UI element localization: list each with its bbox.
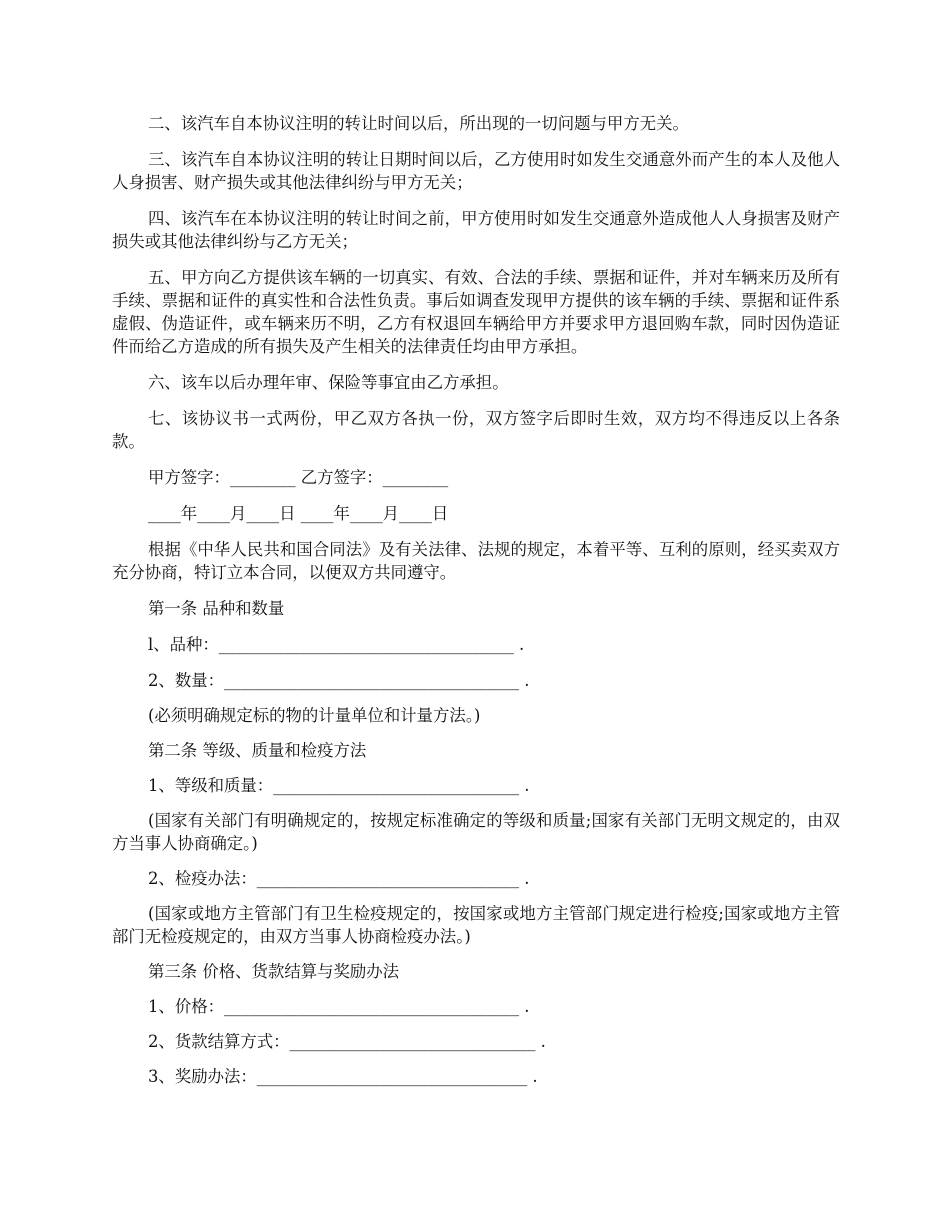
article-3-heading: 第三条 价格、货款结算与奖励办法 (148, 962, 400, 981)
date-line: ____年____月____日 ____年____月____日 (148, 504, 449, 523)
article-2-note-1: (国家有关部门有明确规定的，按规定标准确定的等级和质量;国家有关部门无明文规定的，由双方当事人协商确定。) (112, 811, 840, 853)
article-3-item-1: 1、价格：____________________________________ . (148, 997, 530, 1016)
clause-3: 三、该汽车自本协议注明的转让日期时间以后，乙方使用时如发生交通意外而产生的本人及他人人身损害、财产损失或其他法律纠纷与甲方无关； (112, 150, 840, 192)
clause-6: 六、该车以后办理年审、保险等事宜由乙方承担。 (148, 373, 509, 392)
article-1-heading: 第一条 品种和数量 (148, 599, 285, 618)
contract-preamble: 根据《中华人民共和国合同法》及有关法律、法规的规定，本着平等、互利的原则，经买卖双方充分协商，特订立本合同，以便双方共同遵守。 (112, 540, 840, 582)
article-2-heading: 第二条 等级、质量和检疫方法 (148, 741, 367, 760)
article-3-item-3: 3、奖励办法：_________________________________ . (148, 1067, 538, 1086)
clause-2: 二、该汽车自本协议注明的转让时间以后，所出现的一切问题与甲方无关。 (148, 114, 689, 133)
article-1-item-2: 2、数量：____________________________________ . (148, 671, 530, 690)
clause-7: 七、该协议书一式两份，甲乙双方各执一份，双方签字后即时生效，双方均不得违反以上各条款。 (112, 409, 840, 451)
clause-4: 四、该汽车在本协议注明的转让时间之前，甲方使用时如发生交通意外造成他人人身损害及财产损失或其他法律纠纷与乙方无关； (112, 209, 840, 251)
article-2-item-2: 2、检疫办法：________________________________ . (148, 869, 530, 888)
document-body (112, 112, 840, 1088)
signature-line: 甲方签字：________ 乙方签字：________ (148, 468, 449, 487)
article-2-item-1: 1、等级和质量：______________________________ . (148, 776, 530, 795)
article-1-note: (必须明确规定标的物的计量单位和计量方法。) (148, 706, 481, 725)
article-2-note-2: (国家或地方主管部门有卫生检疫规定的，按国家或地方主管部门规定进行检疫;国家或地方主管部门无检疫规定的，由双方当事人协商检疫办法。) (112, 904, 840, 946)
clause-5: 五、甲方向乙方提供该车辆的一切真实、有效、合法的手续、票据和证件，并对车辆来历及所有手续、票据和证件的真实性和合法性负责。事后如调查发现甲方提供的该车辆的手续、票据和证件系虚假、伪造证件，或车辆来历不明，乙方有权退回车辆给甲方并要求甲方退回购车款，同时因伪造证件而给乙方造成的所有损失及产生相关的法律责任均由甲方承担。 (112, 268, 840, 356)
article-3-item-2: 2、货款结算方式：______________________________ . (148, 1032, 546, 1051)
article-1-item-1: l、品种：____________________________________ . (148, 635, 525, 654)
